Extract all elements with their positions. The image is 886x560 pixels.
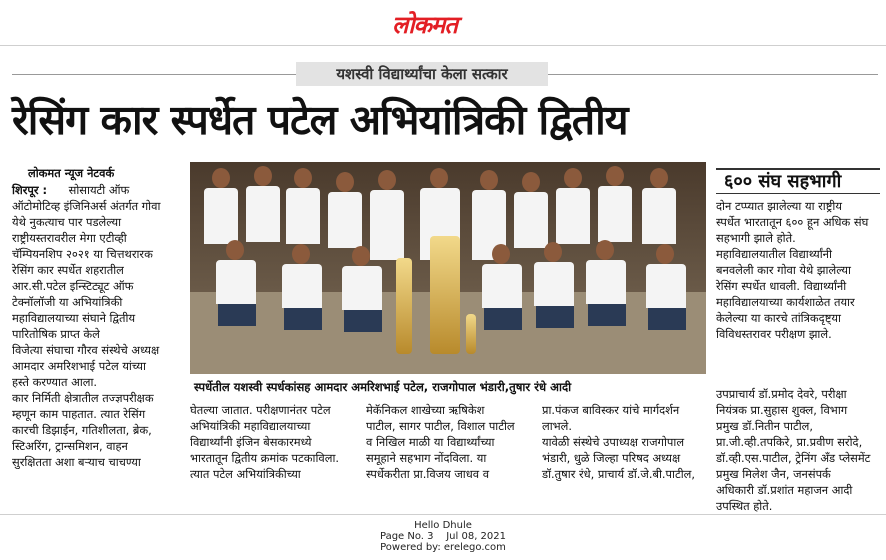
column-1-line: महाविद्यालयाच्या संघाने द्वितीय bbox=[12, 311, 136, 325]
kicker-rule-left bbox=[12, 74, 296, 75]
column-4-line: भंडारी, धुळे जिल्हा परिषद अध्यक्ष bbox=[542, 451, 681, 465]
sidebox-body bbox=[716, 198, 882, 342]
sidebox-line: दोन टप्प्यात झालेल्या या राष्ट्रीय bbox=[716, 199, 842, 213]
column-2-line: विद्यार्थ्यांनी इंजिन बेसकारमध्ये bbox=[190, 435, 312, 449]
sidebox-title: ६०० संघ सहभागी bbox=[716, 168, 880, 194]
headline: रेसिंग कार स्पर्धेत पटेल अभियांत्रिकी द्वितीय bbox=[12, 96, 628, 144]
column-3-line: स्पर्धेकरीता प्रा.विजय जाधव व bbox=[366, 467, 490, 481]
trophy-small bbox=[466, 314, 476, 354]
column-2-line: घेतल्या जातात. परीक्षणानंतर पटेल bbox=[190, 403, 331, 417]
column-1-line: म्हणून काम पाहतात. त्यात रेसिंग bbox=[12, 407, 146, 421]
column-2-line: अभियांत्रिकी महाविद्यालयाच्या bbox=[190, 419, 311, 433]
column-1-line: चॅम्पियनशिप २०२१ या चित्तथरारक bbox=[12, 247, 153, 261]
footer-powered-by: Powered by: erelego.com bbox=[380, 542, 506, 553]
column-1-line: सुरक्षितता अशा बऱ्याच चाचण्या bbox=[12, 455, 141, 469]
column-5-line: अधिकारी डॉ.प्रशांत महाजन आदी bbox=[716, 483, 853, 497]
column-1-line: विजेत्या संघाचा गौरव संस्थेचे अध्यक्ष bbox=[12, 343, 160, 357]
sidebox-line: बनवलेली कार गोवा येथे झालेल्या bbox=[716, 263, 851, 277]
article-column-1 bbox=[12, 182, 184, 470]
column-1-line-0 bbox=[12, 182, 184, 198]
article-column-4 bbox=[542, 402, 708, 482]
column-4-line: प्रा.पंकज बाविस्कर यांचे मार्गदर्शन bbox=[542, 403, 680, 417]
byline: लोकमत न्यूज नेटवर्क bbox=[28, 166, 115, 180]
footer-page-date: Page No. 3 Jul 08, 2021 bbox=[379, 531, 507, 542]
sidebox-line: स्पर्धेत भारतातून ६०० हून अधिक संघ bbox=[716, 215, 869, 229]
column-5-line: प्रमुख मिलेश जैन, जनसंपर्क bbox=[716, 467, 831, 481]
masthead bbox=[0, 0, 886, 46]
column-1-line: आर.सी.पटेल इन्स्टिट्यूट ऑफ bbox=[12, 279, 134, 293]
column-2-line: त्यात पटेल अभियांत्रिकीच्या bbox=[190, 467, 301, 481]
sidebox-line: महाविद्यालयातील विद्यार्थ्यांनी bbox=[716, 247, 832, 261]
column-1-line: हस्ते करण्यात आला. bbox=[12, 375, 98, 389]
column-1-line: आमदार अमरिशभाई पटेल यांच्या bbox=[12, 359, 146, 373]
column-4-line: यावेळी संस्थेचे उपाध्यक्ष राजगोपाल bbox=[542, 435, 685, 449]
column-3-line: मेकॅनिकल शाखेच्या ऋषिकेश bbox=[366, 403, 485, 417]
column-1-line: पारितोषिक प्राप्त केले bbox=[12, 327, 100, 341]
column-5-line: प्रा.जी.व्ही.तपकिरे, प्रा.प्रवीण सरोदे, bbox=[716, 435, 863, 449]
column-1-line: स्टिअरिंग, ट्रान्समिशन, वाहन bbox=[12, 439, 128, 453]
column-1-line: येथे नुकत्याच पार पडलेल्या bbox=[12, 215, 122, 229]
column-5-line: उपप्राचार्य डॉ.प्रमोद देवरे, परीक्षा bbox=[716, 387, 847, 401]
column-5-line: नियंत्रक प्रा.सुहास शुक्ल, विभाग bbox=[716, 403, 848, 417]
trophy-center bbox=[430, 236, 460, 354]
column-1-line: रेसिंग कार स्पर्धेत शहरातील bbox=[12, 263, 124, 277]
column-3-line: पाटील, सागर पाटील, विशाल पाटील bbox=[366, 419, 515, 433]
article-column-5 bbox=[716, 386, 882, 514]
column-3-line: समूहाने सहभाग नोंदविला. या bbox=[366, 451, 487, 465]
column-4-line: लाभले. bbox=[542, 419, 573, 433]
column-4-line: डॉ.तुषार रंधे, प्राचार्य डॉ.जे.बी.पाटील, bbox=[542, 467, 695, 481]
trophy-left bbox=[396, 258, 412, 354]
column-1-line-0-text: सोसायटी ऑफ bbox=[68, 183, 130, 197]
sidebox-line: केलेल्या या कारचे तांत्रिकदृष्ट्या bbox=[716, 311, 841, 325]
column-1-line: कारची डिझाईन, गतिशीलता, ब्रेक, bbox=[12, 423, 152, 437]
footer-edition: Hello Dhule bbox=[414, 520, 472, 531]
column-5-line: डॉ.व्ही.एस.पाटील, ट्रेनिंग अँड प्लेसमेंट bbox=[716, 451, 871, 465]
lokmat-logo: लोकमत bbox=[392, 10, 457, 39]
column-2-line: भारतातून द्वितीय क्रमांक पटकाविला. bbox=[190, 451, 340, 465]
column-1-line: ऑटोमोटिव्ह इंजिनिअर्स अंतर्गत गोवा bbox=[12, 199, 161, 213]
footer-rule bbox=[0, 514, 886, 515]
dateline: शिरपूर : bbox=[12, 183, 48, 197]
article-column-3 bbox=[366, 402, 534, 482]
column-3-line: व निखिल माळी या विद्यार्थ्यांच्या bbox=[366, 435, 495, 449]
footer bbox=[0, 520, 886, 553]
column-1-line: राष्ट्रीयस्तरावरील मेगा एटीव्ही bbox=[12, 231, 127, 245]
photo-caption: स्पर्धेतील यशस्वी स्पर्धकांसह आमदार अमरिशभाई पटेल, राजगोपाल भंडारी,तुषार रंधे आदी bbox=[194, 380, 572, 394]
sidebox-line: विविधस्तरावर परीक्षण झाले. bbox=[716, 327, 832, 341]
sidebox-line: रेसिंग स्पर्धेत धावली. विद्यार्थ्यांनी bbox=[716, 279, 847, 293]
kicker: यशस्वी विद्यार्थ्यांचा केला सत्कार bbox=[296, 62, 548, 86]
sidebox-line: महाविद्यालयाच्या कार्यशाळेत तयार bbox=[716, 295, 855, 309]
column-1-line: कार निर्मिती क्षेत्रातील तज्ज्ञपरीक्षक bbox=[12, 391, 154, 405]
team-photo bbox=[190, 162, 706, 374]
article-column-2 bbox=[190, 402, 358, 482]
sidebox-line: सहभागी झाले होते. bbox=[716, 231, 796, 245]
column-1-line: टेक्नॉलॉजी या अभियांत्रिकी bbox=[12, 295, 123, 309]
column-5-line: प्रमुख डॉ.नितीन पाटील, bbox=[716, 419, 814, 433]
kicker-rule-right bbox=[548, 74, 878, 75]
column-5-line: उपस्थित होते. bbox=[716, 499, 773, 513]
